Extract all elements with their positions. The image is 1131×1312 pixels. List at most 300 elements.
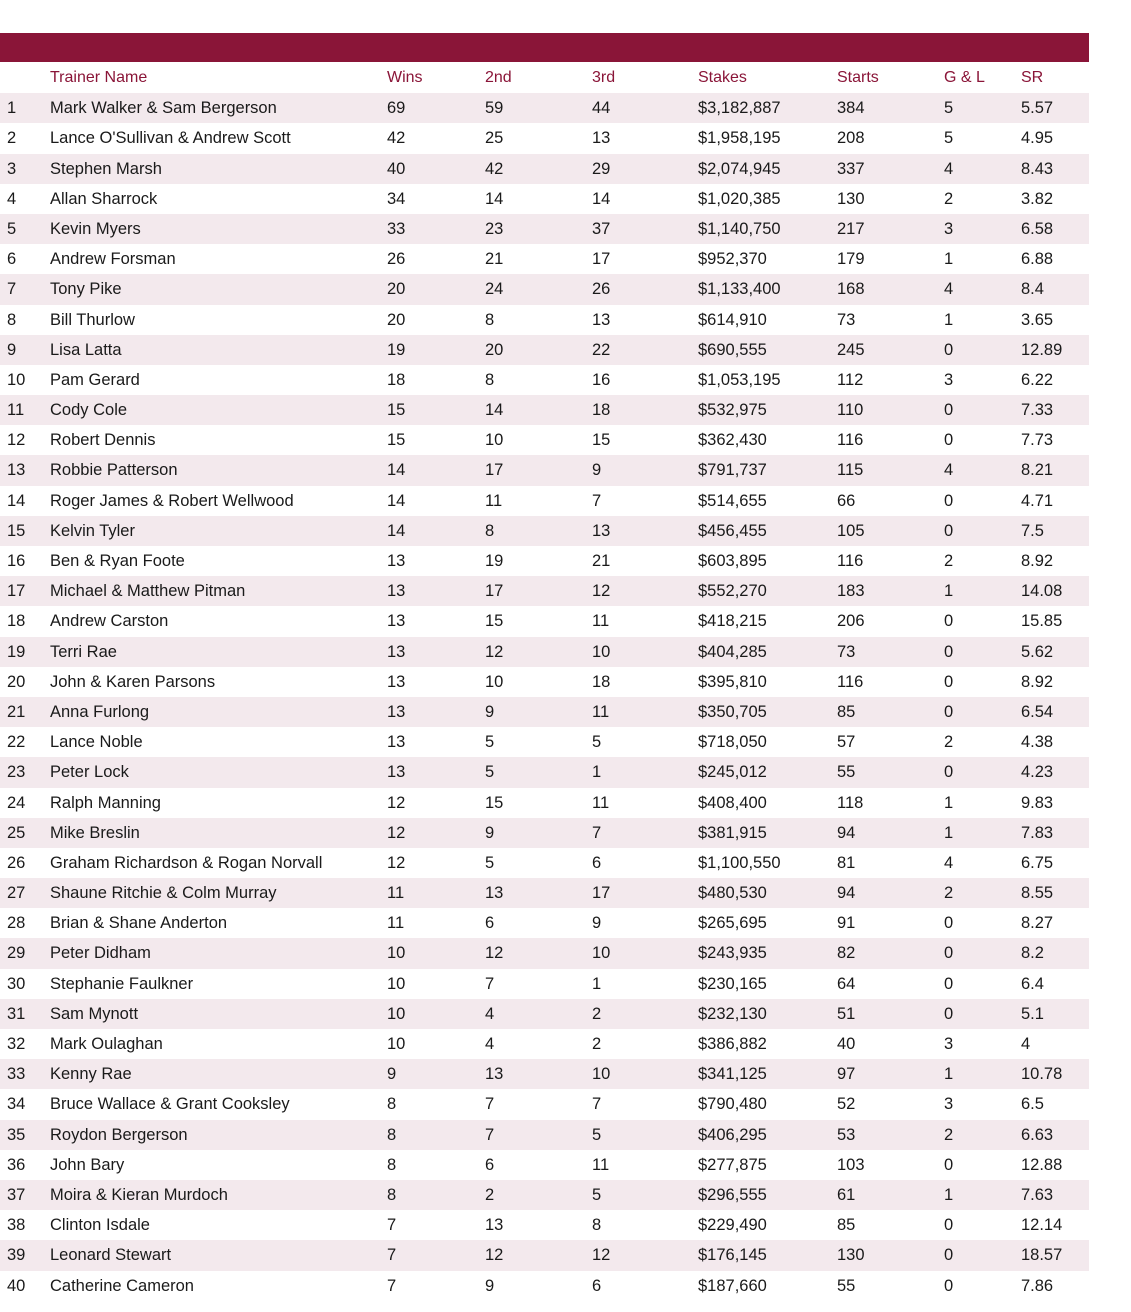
- sr-cell: 6.5: [1021, 1095, 1044, 1114]
- g-and-l-cell: 4: [944, 280, 954, 299]
- sr-cell: 4.23: [1021, 763, 1054, 782]
- trainer-name-cell: Kelvin Tyler: [50, 521, 135, 540]
- second-cell: 8: [485, 310, 495, 329]
- starts-cell: 179: [837, 250, 865, 269]
- table-row: [0, 1180, 1089, 1210]
- trainer-name-cell: Bill Thurlow: [50, 310, 135, 329]
- sr-cell: 8.2: [1021, 944, 1044, 963]
- header-g-and-l: G & L: [944, 69, 985, 86]
- g-and-l-cell: 0: [944, 944, 954, 963]
- wins-cell: 8: [387, 1185, 397, 1204]
- wins-cell: 20: [387, 280, 406, 299]
- wins-cell: 8: [387, 1155, 397, 1174]
- third-cell: 9: [592, 461, 602, 480]
- wins-cell: 7: [387, 1246, 397, 1265]
- rank-cell: 31: [7, 1004, 26, 1023]
- starts-cell: 64: [837, 974, 856, 993]
- trainer-name-cell: Allan Sharrock: [50, 189, 158, 208]
- third-cell: 7: [592, 1095, 602, 1114]
- table-row: [0, 305, 1089, 335]
- stakes-cell: $296,555: [698, 1185, 767, 1204]
- sr-cell: 5.62: [1021, 642, 1054, 661]
- second-cell: 15: [485, 612, 504, 631]
- wins-cell: 11: [387, 914, 405, 933]
- stakes-cell: $2,074,945: [698, 159, 781, 178]
- rank-cell: 39: [7, 1246, 26, 1265]
- wins-cell: 15: [387, 401, 406, 420]
- trainer-name-cell: Tony Pike: [50, 280, 122, 299]
- third-cell: 9: [592, 914, 602, 933]
- second-cell: 7: [485, 974, 495, 993]
- g-and-l-cell: 0: [944, 974, 954, 993]
- second-cell: 8: [485, 521, 495, 540]
- table-row: [0, 425, 1089, 455]
- wins-cell: 7: [387, 1216, 397, 1235]
- second-cell: 10: [485, 431, 504, 450]
- wins-cell: 33: [387, 219, 406, 238]
- third-cell: 12: [592, 582, 611, 601]
- g-and-l-cell: 0: [944, 612, 954, 631]
- wins-cell: 13: [387, 733, 406, 752]
- starts-cell: 168: [837, 280, 865, 299]
- stakes-cell: $514,655: [698, 491, 767, 510]
- g-and-l-cell: 0: [944, 1004, 954, 1023]
- sr-cell: 6.58: [1021, 219, 1054, 238]
- stakes-cell: $532,975: [698, 401, 767, 420]
- sr-cell: 8.21: [1021, 461, 1054, 480]
- rank-cell: 40: [7, 1276, 26, 1295]
- second-cell: 13: [485, 1216, 504, 1235]
- second-cell: 12: [485, 642, 504, 661]
- wins-cell: 13: [387, 612, 406, 631]
- header-wins: Wins: [387, 69, 423, 86]
- sr-cell: 8.55: [1021, 884, 1054, 903]
- stakes-cell: $690,555: [698, 340, 767, 359]
- trainer-name-cell: Clinton Isdale: [50, 1216, 150, 1235]
- g-and-l-cell: 1: [944, 582, 954, 601]
- g-and-l-cell: 2: [944, 884, 954, 903]
- second-cell: 7: [485, 1125, 495, 1144]
- trainer-name-cell: Lance Noble: [50, 733, 143, 752]
- wins-cell: 34: [387, 189, 406, 208]
- sr-cell: 4.71: [1021, 491, 1054, 510]
- second-cell: 9: [485, 702, 495, 721]
- starts-cell: 94: [837, 884, 856, 903]
- rank-cell: 15: [7, 521, 26, 540]
- third-cell: 22: [592, 340, 611, 359]
- stakes-cell: $614,910: [698, 310, 767, 329]
- table-header-row: [0, 63, 1089, 93]
- second-cell: 21: [485, 250, 504, 269]
- wins-cell: 12: [387, 823, 406, 842]
- stakes-cell: $1,133,400: [698, 280, 781, 299]
- second-cell: 17: [485, 582, 504, 601]
- sr-cell: 4.38: [1021, 733, 1054, 752]
- sr-cell: 15.85: [1021, 612, 1063, 631]
- starts-cell: 52: [837, 1095, 856, 1114]
- g-and-l-cell: 0: [944, 642, 954, 661]
- third-cell: 14: [592, 189, 611, 208]
- starts-cell: 115: [837, 461, 864, 480]
- header-trainer-name: Trainer Name: [50, 69, 148, 86]
- trainer-name-cell: Moira & Kieran Murdoch: [50, 1185, 228, 1204]
- stakes-cell: $243,935: [698, 944, 767, 963]
- sr-cell: 8.4: [1021, 280, 1044, 299]
- rank-cell: 12: [7, 431, 26, 450]
- g-and-l-cell: 5: [944, 99, 954, 118]
- trainer-name-cell: Catherine Cameron: [50, 1276, 194, 1295]
- third-cell: 7: [592, 823, 602, 842]
- sr-cell: 8.92: [1021, 672, 1054, 691]
- second-cell: 14: [485, 401, 504, 420]
- second-cell: 23: [485, 219, 504, 238]
- stakes-cell: $277,875: [698, 1155, 767, 1174]
- stakes-cell: $952,370: [698, 250, 767, 269]
- wins-cell: 14: [387, 461, 406, 480]
- second-cell: 59: [485, 99, 504, 118]
- wins-cell: 10: [387, 1035, 406, 1053]
- sr-cell: 18.57: [1021, 1246, 1063, 1265]
- table-row: [0, 938, 1089, 968]
- wins-cell: 13: [387, 582, 406, 601]
- third-cell: 29: [592, 159, 611, 178]
- table-row: [0, 667, 1089, 697]
- stakes-cell: $552,270: [698, 582, 767, 601]
- wins-cell: 12: [387, 793, 406, 812]
- third-cell: 1: [592, 763, 602, 782]
- second-cell: 12: [485, 944, 504, 963]
- starts-cell: 66: [837, 491, 856, 510]
- wins-cell: 14: [387, 491, 406, 510]
- trainer-name-cell: Ralph Manning: [50, 793, 161, 812]
- trainer-name-cell: Brian & Shane Anderton: [50, 914, 228, 933]
- third-cell: 11: [592, 793, 610, 812]
- g-and-l-cell: 0: [944, 672, 954, 691]
- g-and-l-cell: 1: [944, 310, 954, 329]
- second-cell: 2: [485, 1185, 495, 1204]
- wins-cell: 42: [387, 129, 406, 148]
- third-cell: 5: [592, 733, 602, 752]
- g-and-l-cell: 1: [944, 250, 954, 269]
- third-cell: 10: [592, 642, 611, 661]
- table-row: [0, 1029, 1089, 1059]
- wins-cell: 15: [387, 431, 406, 450]
- wins-cell: 11: [387, 884, 405, 903]
- sr-cell: 4: [1021, 1035, 1031, 1053]
- starts-cell: 337: [837, 159, 865, 178]
- third-cell: 5: [592, 1125, 602, 1144]
- wins-cell: 40: [387, 159, 406, 178]
- third-cell: 13: [592, 310, 611, 329]
- second-cell: 5: [485, 853, 495, 872]
- starts-cell: 116: [837, 552, 864, 570]
- g-and-l-cell: 2: [944, 189, 954, 208]
- g-and-l-cell: 1: [944, 823, 954, 842]
- third-cell: 11: [592, 702, 610, 721]
- trainer-name-cell: Peter Didham: [50, 944, 151, 963]
- table-row: [0, 848, 1089, 878]
- trainer-name-cell: Peter Lock: [50, 763, 129, 782]
- third-cell: 11: [592, 612, 610, 631]
- stakes-cell: $386,882: [698, 1035, 767, 1053]
- stakes-cell: $790,480: [698, 1095, 767, 1114]
- third-cell: 2: [592, 1004, 602, 1023]
- wins-cell: 7: [387, 1276, 397, 1295]
- stakes-cell: $245,012: [698, 763, 767, 782]
- wins-cell: 13: [387, 642, 406, 661]
- sr-cell: 7.63: [1021, 1185, 1054, 1204]
- third-cell: 18: [592, 401, 611, 420]
- second-cell: 4: [485, 1035, 495, 1053]
- trainer-name-cell: John & Karen Parsons: [50, 672, 216, 691]
- trainer-name-cell: Stephen Marsh: [50, 159, 162, 178]
- starts-cell: 116: [837, 672, 864, 691]
- rank-cell: 9: [7, 340, 17, 359]
- third-cell: 2: [592, 1035, 602, 1053]
- table-row: [0, 606, 1089, 636]
- starts-cell: 94: [837, 823, 856, 842]
- g-and-l-cell: 1: [944, 793, 954, 812]
- g-and-l-cell: 0: [944, 521, 954, 540]
- third-cell: 44: [592, 99, 611, 118]
- stakes-cell: $229,490: [698, 1216, 767, 1235]
- stakes-cell: $718,050: [698, 733, 767, 752]
- stakes-cell: $408,400: [698, 793, 767, 812]
- sr-cell: 7.73: [1021, 431, 1054, 450]
- wins-cell: 13: [387, 672, 406, 691]
- second-cell: 14: [485, 189, 504, 208]
- starts-cell: 245: [837, 340, 865, 359]
- starts-cell: 82: [837, 944, 856, 963]
- table-row: [0, 1120, 1089, 1150]
- rank-cell: 37: [7, 1185, 26, 1204]
- starts-cell: 91: [837, 914, 856, 933]
- second-cell: 19: [485, 552, 504, 570]
- table-row: [0, 1271, 1089, 1301]
- g-and-l-cell: 3: [944, 1095, 954, 1114]
- starts-cell: 40: [837, 1035, 856, 1053]
- third-cell: 16: [592, 370, 611, 389]
- wins-cell: 13: [387, 763, 406, 782]
- stakes-cell: $791,737: [698, 461, 767, 480]
- starts-cell: 118: [837, 793, 864, 812]
- trainer-name-cell: Andrew Carston: [50, 612, 169, 631]
- rank-cell: 32: [7, 1035, 26, 1053]
- rank-cell: 23: [7, 763, 26, 782]
- table-row: [0, 576, 1089, 606]
- starts-cell: 105: [837, 521, 865, 540]
- rank-cell: 26: [7, 853, 26, 872]
- stakes-cell: $1,020,385: [698, 189, 781, 208]
- sr-cell: 3.82: [1021, 189, 1054, 208]
- second-cell: 10: [485, 672, 504, 691]
- second-cell: 15: [485, 793, 504, 812]
- stakes-cell: $480,530: [698, 884, 767, 903]
- trainer-name-cell: Anna Furlong: [50, 702, 150, 721]
- rank-cell: 6: [7, 250, 17, 269]
- stakes-cell: $230,165: [698, 974, 767, 993]
- second-cell: 13: [485, 1065, 504, 1084]
- starts-cell: 97: [837, 1065, 856, 1084]
- table-row: [0, 1210, 1089, 1240]
- wins-cell: 13: [387, 552, 406, 570]
- rank-cell: 34: [7, 1095, 26, 1114]
- stakes-cell: $3,182,887: [698, 99, 781, 118]
- sr-cell: 8.43: [1021, 159, 1054, 178]
- stakes-cell: $1,140,750: [698, 219, 781, 238]
- sr-cell: 7.83: [1021, 823, 1054, 842]
- wins-cell: 8: [387, 1125, 397, 1144]
- g-and-l-cell: 4: [944, 853, 954, 872]
- starts-cell: 110: [837, 401, 864, 420]
- stakes-cell: $350,705: [698, 702, 767, 721]
- second-cell: 11: [485, 491, 503, 510]
- stakes-cell: $187,660: [698, 1276, 767, 1295]
- rank-cell: 20: [7, 672, 26, 691]
- wins-cell: 69: [387, 99, 406, 118]
- table-row: [0, 335, 1089, 365]
- table-row: [0, 637, 1089, 667]
- stakes-cell: $404,285: [698, 642, 767, 661]
- stakes-cell: $1,958,195: [698, 129, 781, 148]
- stakes-cell: $406,295: [698, 1125, 767, 1144]
- g-and-l-cell: 4: [944, 461, 954, 480]
- g-and-l-cell: 5: [944, 129, 954, 148]
- starts-cell: 73: [837, 642, 856, 661]
- sr-cell: 6.4: [1021, 974, 1044, 993]
- starts-cell: 55: [837, 763, 856, 782]
- third-cell: 17: [592, 884, 611, 903]
- starts-cell: 103: [837, 1155, 865, 1174]
- stakes-cell: $1,100,550: [698, 853, 781, 872]
- wins-cell: 19: [387, 340, 406, 359]
- rank-cell: 36: [7, 1155, 26, 1174]
- header-starts: Starts: [837, 69, 879, 86]
- second-cell: 6: [485, 1155, 495, 1174]
- g-and-l-cell: 0: [944, 914, 954, 933]
- starts-cell: 208: [837, 129, 865, 148]
- third-cell: 7: [592, 491, 602, 510]
- starts-cell: 57: [837, 733, 856, 752]
- stakes-cell: $341,125: [698, 1065, 767, 1084]
- rank-cell: 28: [7, 914, 26, 933]
- starts-cell: 384: [837, 99, 865, 118]
- rank-cell: 21: [7, 702, 26, 721]
- third-cell: 10: [592, 944, 611, 963]
- table-row: [0, 999, 1089, 1029]
- wins-cell: 13: [387, 702, 406, 721]
- table-row: [0, 727, 1089, 757]
- stakes-cell: $176,145: [698, 1246, 767, 1265]
- starts-cell: 85: [837, 1216, 856, 1235]
- g-and-l-cell: 0: [944, 1276, 954, 1295]
- trainer-name-cell: Sam Mynott: [50, 1004, 139, 1023]
- wins-cell: 8: [387, 1095, 397, 1114]
- rank-cell: 4: [7, 189, 17, 208]
- third-cell: 1: [592, 974, 602, 993]
- second-cell: 17: [485, 461, 504, 480]
- g-and-l-cell: 3: [944, 219, 954, 238]
- starts-cell: 55: [837, 1276, 856, 1295]
- stakes-cell: $265,695: [698, 914, 767, 933]
- header-stakes: Stakes: [698, 69, 747, 86]
- starts-cell: 183: [837, 582, 865, 601]
- sr-cell: 7.5: [1021, 521, 1044, 540]
- starts-cell: 116: [837, 431, 864, 450]
- trainer-table: [0, 63, 1089, 1301]
- rank-cell: 1: [7, 99, 17, 118]
- starts-cell: 217: [837, 219, 865, 238]
- trainer-name-cell: Stephanie Faulkner: [50, 974, 194, 993]
- wins-cell: 12: [387, 853, 406, 872]
- rank-cell: 38: [7, 1216, 26, 1235]
- second-cell: 25: [485, 129, 504, 148]
- header-third: 3rd: [592, 69, 616, 86]
- starts-cell: 73: [837, 310, 856, 329]
- third-cell: 13: [592, 129, 611, 148]
- g-and-l-cell: 0: [944, 763, 954, 782]
- trainer-name-cell: Mike Breslin: [50, 823, 140, 842]
- trainer-name-cell: Terri Rae: [50, 642, 117, 661]
- third-cell: 11: [592, 1155, 610, 1174]
- third-cell: 12: [592, 1246, 611, 1265]
- wins-cell: 10: [387, 944, 406, 963]
- rank-cell: 10: [7, 370, 26, 389]
- sr-cell: 4.95: [1021, 129, 1054, 148]
- rank-cell: 16: [7, 552, 26, 570]
- sr-cell: 12.89: [1021, 340, 1063, 359]
- table-row: [0, 184, 1089, 214]
- third-cell: 13: [592, 521, 611, 540]
- sr-cell: 12.14: [1021, 1216, 1063, 1235]
- trainer-name-cell: Robert Dennis: [50, 431, 156, 450]
- rank-cell: 30: [7, 974, 26, 993]
- trainer-name-cell: Robbie Patterson: [50, 461, 178, 480]
- second-cell: 42: [485, 159, 504, 178]
- wins-cell: 26: [387, 250, 406, 269]
- stakes-cell: $1,053,195: [698, 370, 781, 389]
- trainer-name-cell: Mark Oulaghan: [50, 1035, 163, 1053]
- third-cell: 26: [592, 280, 611, 299]
- sr-cell: 9.83: [1021, 793, 1054, 812]
- rank-cell: 11: [7, 401, 25, 420]
- table-body: [0, 93, 1089, 1301]
- second-cell: 5: [485, 733, 495, 752]
- stakes-cell: $232,130: [698, 1004, 767, 1023]
- third-cell: 15: [592, 431, 611, 450]
- trainer-name-cell: Roydon Bergerson: [50, 1125, 188, 1144]
- rank-cell: 17: [7, 582, 26, 601]
- third-cell: 5: [592, 1185, 602, 1204]
- stakes-cell: $456,455: [698, 521, 767, 540]
- stakes-cell: $395,810: [698, 672, 767, 691]
- table-row: [0, 1059, 1089, 1089]
- table-row: [0, 908, 1089, 938]
- trainer-name-cell: Lance O'Sullivan & Andrew Scott: [50, 129, 291, 148]
- wins-cell: 20: [387, 310, 406, 329]
- third-cell: 21: [592, 552, 611, 570]
- second-cell: 13: [485, 884, 504, 903]
- trainer-name-cell: Roger James & Robert Wellwood: [50, 491, 294, 510]
- trainer-name-cell: Graham Richardson & Rogan Norvall: [50, 853, 323, 872]
- starts-cell: 53: [837, 1125, 856, 1144]
- sr-cell: 10.78: [1021, 1065, 1063, 1084]
- stakes-cell: $362,430: [698, 431, 767, 450]
- rank-cell: 2: [7, 129, 17, 148]
- g-and-l-cell: 0: [944, 1155, 954, 1174]
- stakes-cell: $418,215: [698, 612, 767, 631]
- third-cell: 10: [592, 1065, 611, 1084]
